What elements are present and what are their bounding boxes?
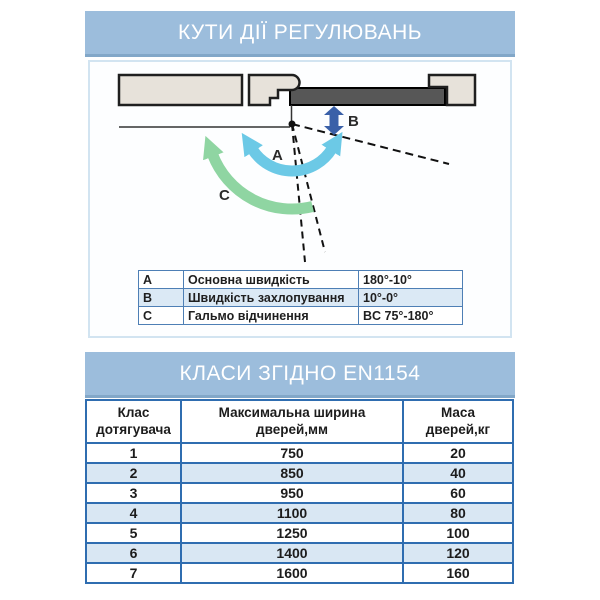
adjustment-range: BC 75°-180°	[359, 307, 463, 325]
section-title-classes: КЛАСИ ЗГІДНО EN1154	[85, 352, 515, 398]
table-row	[86, 463, 513, 483]
adjustment-range: 10°-0°	[359, 289, 463, 307]
class-cell: 7	[86, 563, 181, 583]
dashed-line-angle-1	[292, 124, 305, 262]
class-cell: 4	[86, 503, 181, 523]
adjustment-name: Основна швидкість	[184, 271, 359, 289]
adjustment-range: 180°-10°	[359, 271, 463, 289]
table-row	[86, 503, 513, 523]
dashed-line-angle-2	[292, 124, 325, 252]
table-header-row	[86, 400, 513, 443]
arc-a-main-speed-arrow	[253, 149, 332, 171]
table-row	[86, 543, 513, 563]
mass-cell: 20	[403, 443, 513, 463]
class-cell: 5	[86, 523, 181, 543]
door-leaf	[290, 88, 445, 105]
adjustment-key: A	[139, 271, 184, 289]
table-row	[86, 443, 513, 463]
diagram-label-c: C	[219, 187, 230, 204]
adjustment-name: Швидкість захлопування	[184, 289, 359, 307]
width-cell: 750	[181, 443, 403, 463]
dashed-line-closed-position	[292, 124, 449, 164]
wall-section-left	[119, 75, 242, 105]
table-row	[139, 289, 463, 307]
width-cell: 1600	[181, 563, 403, 583]
table-row	[86, 483, 513, 503]
column-header-class: Клас дотягувача	[86, 400, 181, 443]
mass-cell: 60	[403, 483, 513, 503]
column-header-width: Максимальна ширина дверей,мм	[181, 400, 403, 443]
width-cell: 1250	[181, 523, 403, 543]
mass-cell: 40	[403, 463, 513, 483]
class-cell: 6	[86, 543, 181, 563]
table-row	[86, 563, 513, 583]
width-cell: 950	[181, 483, 403, 503]
width-cell: 850	[181, 463, 403, 483]
diagram-label-a: A	[272, 147, 283, 164]
class-cell: 1	[86, 443, 181, 463]
mass-cell: 80	[403, 503, 513, 523]
arrow-b-latch-double-arrow	[324, 106, 344, 135]
table-row	[86, 523, 513, 543]
en1154-class-table	[85, 399, 514, 584]
diagram-label-b: B	[348, 113, 359, 130]
adjustment-name: Гальмо відчинення	[184, 307, 359, 325]
adjustments-table	[138, 270, 463, 325]
width-cell: 1400	[181, 543, 403, 563]
mass-cell: 120	[403, 543, 513, 563]
table-row	[139, 271, 463, 289]
class-cell: 2	[86, 463, 181, 483]
column-header-mass: Маса дверей,кг	[403, 400, 513, 443]
width-cell: 1100	[181, 503, 403, 523]
mass-cell: 160	[403, 563, 513, 583]
adjustment-key: B	[139, 289, 184, 307]
mass-cell: 100	[403, 523, 513, 543]
section-title-angles: КУТИ ДІЇ РЕГУЛЮВАНЬ	[85, 11, 515, 57]
adjustment-key: C	[139, 307, 184, 325]
class-cell: 3	[86, 483, 181, 503]
table-row	[139, 307, 463, 325]
